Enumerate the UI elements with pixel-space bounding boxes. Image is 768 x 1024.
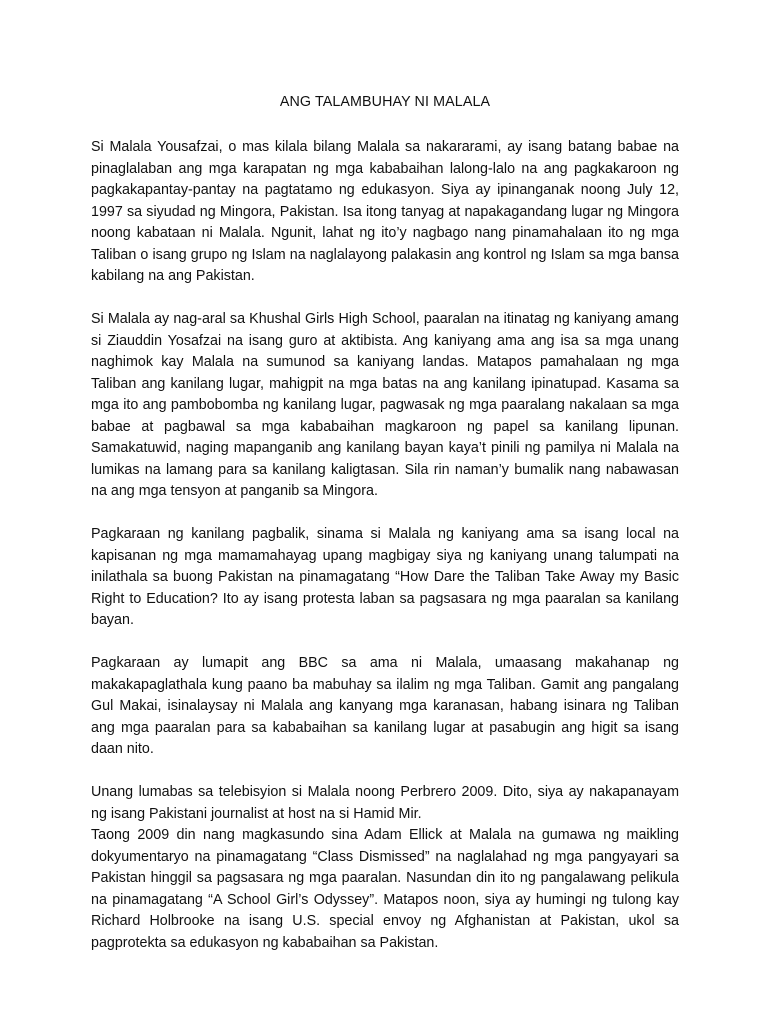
paragraph-3: Pagkaraan ng kanilang pagbalik, sinama si Malala ng kaniyang ama sa isang local na kapisanan ng mga mamamahayag upang magbigay siya ng kaniyang unang talumpati na inilathala sa buong Pakistan na pinamagatang “How Dare the Taliban Take Away my Basic Right to Education? Ito ay isang protesta laban sa pagsasara ng mga paaralan sa kanilang bayan. bbox=[91, 526, 679, 628]
document-page bbox=[91, 93, 679, 976]
paragraph-4: Pagkaraan ay lumapit ang BBC sa ama ni Malala, umaasang makahanap ng makakapaglathala kung paano ba mabuhay sa ilalim ng mga Taliban. Gamit ang pangalang Gul Makai, isinalaysay ni Malala ang kanyang mga karanasan, habang isinara ng Taliban ang mga paaralan para sa kababaihan sa kanilang lugar at pasabugin ang higit sa isang daan nito. bbox=[91, 655, 679, 757]
paragraph-6: Taong 2009 din nang magkasundo sina Adam Ellick at Malala na gumawa ng maikling dokyumentaryo na pinamagatang “Class Dismissed” na naglalahad ng mga pangyayari sa Pakistan hinggil sa pagsasara ng mga paaralan. Nasundan din ito ng pangalawang pelikula na pinamagatang “A School Girl’s Odyssey”. Matapos noon, siya ay humingi ng tulong kay Richard Holbrooke na isang U.S. special envoy ng Afghanistan at Pakistan, ukol sa pagprotekta sa edukasyon ng kababaihan sa Pakistan. bbox=[91, 827, 679, 951]
paragraph-1: Si Malala Yousafzai, o mas kilala bilang Malala sa nakararami, ay isang batang babae na pinaglalaban ang mga karapatan ng mga kababaihan lalong-lalo na ang pagkakaroon ng pagkakapantay-pantay na pagtatamo ng edukasyon. Siya ay ipinanganak noong July 12, 1997 sa siyudad ng Mingora, Pakistan. Isa itong tanyag at napakagandang lugar ng Mingora noong kabataan ni Malala. Ngunit, lahat ng ito’y nagbago nang pinamahalaan ito ng mga Taliban o isang grupo ng Islam na naglalayong palakasin ang kontrol ng Islam sa mga bansa kabilang na ang Pakistan. bbox=[91, 139, 679, 284]
paragraph-5: Unang lumabas sa telebisyion si Malala noong Perbrero 2009. Dito, siya ay nakapanayam ng isang Pakistani journalist at host na si Hamid Mir. bbox=[91, 784, 679, 822]
document-title: ANG TALAMBUHAY NI MALALA bbox=[279, 94, 491, 110]
paragraph-2: Si Malala ay nag-aral sa Khushal Girls High School, paaralan na itinatag ng kaniyang amang si Ziauddin Yosafzai na isang guro at aktibista. Ang kaniyang ama ang isa sa mga unang naghimok kay Malala na sumunod sa kaniyang landas. Matapos pamahalaan ng mga Taliban ang kanilang lugar, mahigpit na mga batas na ang kanilang ipinatupad. Kasama sa mga ito ang pambobomba ng kanilang lugar, pagwasak ng mga paaralang nakalaan sa mga babae at pagbawal sa mga kababaihan magkaroon ng papel sa kanilang lipunan. Samakatuwid, naging mapanganib ang kanilang bayan kaya’t pinili ng pamilya ni Malala na lumikas na lamang para sa kanilang kaligtasan. Sila rin naman’y bumalik nang nabawasan na ang mga tensyon at panganib sa Mingora. bbox=[91, 311, 679, 499]
